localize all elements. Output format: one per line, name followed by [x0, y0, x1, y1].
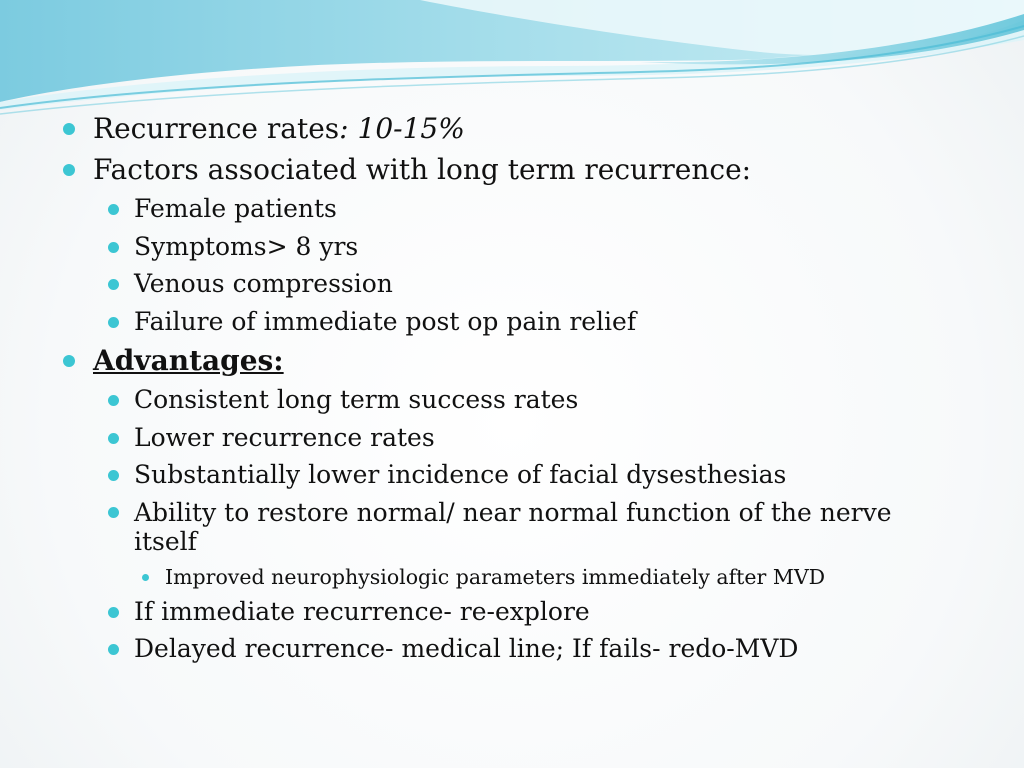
- bullet-dot-icon: [63, 164, 75, 176]
- sub-sub-bullet-item: [60, 561, 990, 593]
- bullet-text: Failure of immediate post op pain relief: [134, 306, 637, 336]
- sub-bullet-item: [60, 593, 990, 631]
- sub-bullet-item: [60, 630, 990, 668]
- bullet-dot-icon: [63, 123, 75, 135]
- bullet-text: Venous compression: [134, 269, 393, 298]
- bullet-text: Delayed recurrence- medical line; If fails- redo-MVD: [134, 634, 799, 663]
- bullet-dot-icon: [108, 317, 119, 328]
- bullet-dot-icon: [108, 242, 119, 253]
- sub-bullet-item: [60, 494, 990, 561]
- bullet-text: Female patients: [134, 194, 337, 223]
- sub-bullet-item: [60, 265, 990, 303]
- recurrence-rates-value: : 10-15%: [339, 112, 465, 145]
- bullet-item-recurrence-rates: [60, 108, 990, 149]
- bullet-dot-icon: [108, 204, 119, 215]
- bullet-dot-icon: [108, 433, 119, 444]
- bullet-text: If immediate recurrence- re-explore: [134, 596, 590, 626]
- bullet-dot-icon: [63, 355, 75, 367]
- bullet-item-advantages: [60, 340, 990, 381]
- recurrence-rates-label: Recurrence rates: [93, 112, 340, 145]
- sub-bullet-item: [60, 190, 990, 228]
- bullet-text: Symptoms> 8 yrs: [134, 231, 359, 261]
- bullet-text: Consistent long term success rates: [134, 385, 579, 414]
- bullet-text: Ability to restore normal/ near normal function of the nerve itself: [134, 497, 892, 556]
- bullet-text: Substantially lower incidence of facial dysesthesias: [134, 460, 787, 489]
- sub-bullet-item: [60, 303, 990, 341]
- bullet-dot-icon: [108, 395, 119, 406]
- bullet-text: Lower recurrence rates: [134, 422, 435, 452]
- sub-bullet-item: [60, 456, 990, 494]
- bullet-item-factors: [60, 149, 990, 190]
- advantages-heading: Advantages:: [93, 344, 284, 377]
- bullet-dot-icon: [108, 507, 119, 518]
- bullet-text: Factors associated with long term recurrence:: [93, 153, 752, 186]
- bullet-dot-icon: [108, 644, 119, 655]
- sub-bullet-item: [60, 419, 990, 457]
- sub-bullet-item: [60, 381, 990, 419]
- bullet-dot-icon: [108, 607, 119, 618]
- bullet-text: Improved neurophysiologic parameters immediately after MVD: [165, 564, 826, 589]
- bullet-dot-icon: [108, 279, 119, 290]
- sub-bullet-item: [60, 228, 990, 266]
- bullet-list: [60, 108, 990, 668]
- bullet-dot-icon: [142, 574, 149, 581]
- bullet-dot-icon: [108, 470, 119, 481]
